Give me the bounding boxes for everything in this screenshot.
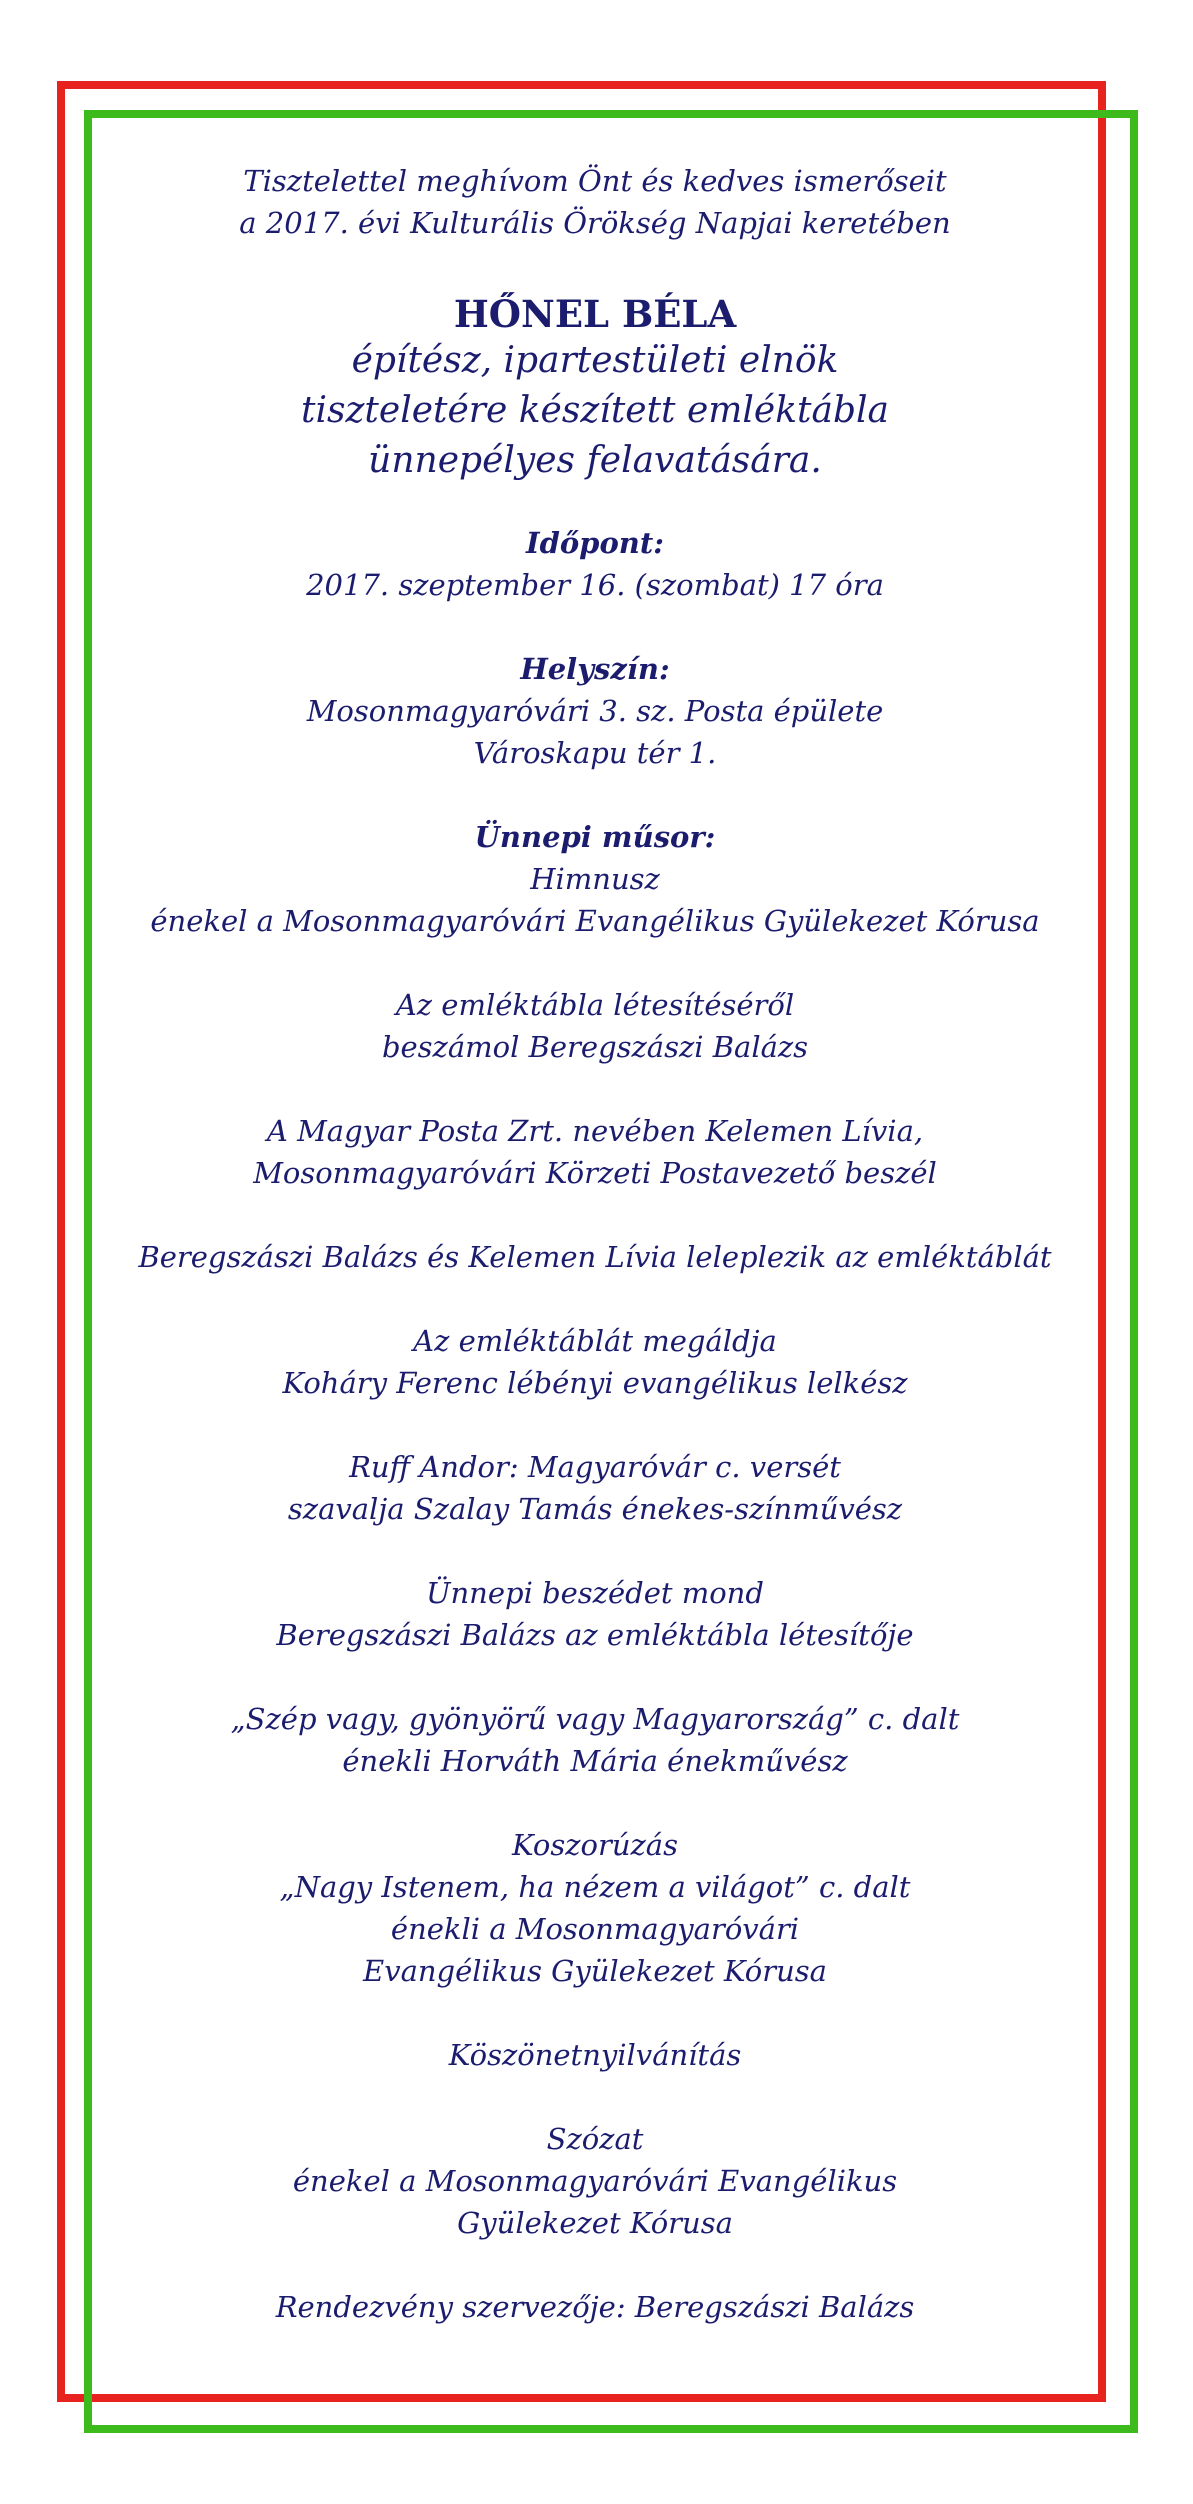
program-item <box>120 1824 1070 1992</box>
program-item <box>120 1320 1070 1404</box>
program-item-line: énekel a Mosonmagyaróvári Evangélikus Gyülekezet Kórusa <box>150 904 1040 938</box>
program-item <box>120 1236 1070 1278</box>
program-item-line: Koháry Ferenc lébényi evangélikus lelkész <box>282 1366 908 1400</box>
program-item-line: énekli Horváth Mária énekművész <box>342 1744 848 1778</box>
program-section <box>120 816 1070 2328</box>
program-item <box>120 858 1070 942</box>
invitation-content <box>120 160 1070 2370</box>
program-list <box>120 858 1070 2328</box>
program-item-line: Ruff Andor: Magyaróvár c. versét <box>349 1450 841 1484</box>
program-item-line: Gyülekezet Kórusa <box>457 2206 733 2240</box>
program-item-line: Ünnepi beszédet mond <box>426 1576 764 1610</box>
program-item-line: Az emléktábla létesítéséről <box>395 988 795 1022</box>
time-value: 2017. szeptember 16. (szombat) 17 óra <box>306 568 884 602</box>
program-item <box>120 984 1070 1068</box>
honoree-line: ünnepélyes felavatására. <box>368 440 822 481</box>
honoree-line: építész, ipartestületi elnök <box>351 340 839 381</box>
program-item-line: „Nagy Istenem, ha nézem a világot” c. dalt <box>279 1870 911 1904</box>
program-item <box>120 2118 1070 2244</box>
program-item-line: énekel a Mosonmagyaróvári Evangélikus <box>292 2164 898 2198</box>
program-item-line: szavalja Szalay Tamás énekes-színművész <box>287 1492 903 1526</box>
venue-label: Helyszín: <box>520 652 670 686</box>
program-item <box>120 2286 1070 2328</box>
program-item-line: Beregszászi Balázs és Kelemen Lívia leleplezik az emléktáblát <box>138 1240 1052 1274</box>
time-section <box>120 522 1070 606</box>
program-item-line: Rendezvény szervezője: Beregszászi Balázs <box>275 2290 915 2324</box>
venue-line: Mosonmagyaróvári 3. sz. Posta épülete <box>306 694 884 728</box>
program-item-line: Szózat <box>546 2122 644 2156</box>
honoree-name: HŐNEL BÉLA <box>453 292 737 336</box>
program-item-line: Köszönetnyilvánítás <box>448 2038 742 2072</box>
venue-line: Városkapu tér 1. <box>473 736 717 770</box>
program-item-line: beszámol Beregszászi Balázs <box>381 1030 809 1064</box>
program-item-line: énekli a Mosonmagyaróvári <box>390 1912 800 1946</box>
honoree-line: tiszteletére készített emléktábla <box>301 390 889 431</box>
honoree-section <box>120 292 1070 486</box>
intro-line: a 2017. évi Kulturális Örökség Napjai keretében <box>239 206 951 240</box>
program-item-line: Himnusz <box>530 862 660 896</box>
intro-line: Tisztelettel meghívom Önt és kedves ismerőseit <box>243 164 947 198</box>
program-item <box>120 2034 1070 2076</box>
program-item-line: Az emléktáblát megáldja <box>413 1324 777 1358</box>
time-label: Időpont: <box>526 526 664 560</box>
program-item-line: Mosonmagyaróvári Körzeti Postavezető beszél <box>253 1156 937 1190</box>
program-item <box>120 1572 1070 1656</box>
program-item-line: Evangélikus Gyülekezet Kórusa <box>363 1954 827 1988</box>
intro-text <box>120 160 1070 244</box>
program-item-line: Koszorúzás <box>512 1828 678 1862</box>
program-item-line: Beregszászi Balázs az emléktábla létesítője <box>276 1618 914 1652</box>
program-item-line: „Szép vagy, gyönyörű vagy Magyarország” c. dalt <box>230 1702 960 1736</box>
program-item <box>120 1698 1070 1782</box>
program-item <box>120 1110 1070 1194</box>
program-item-line: A Magyar Posta Zrt. nevében Kelemen Lívia, <box>266 1114 924 1148</box>
venue-section <box>120 648 1070 774</box>
program-label: Ünnepi műsor: <box>474 820 716 854</box>
program-item <box>120 1446 1070 1530</box>
